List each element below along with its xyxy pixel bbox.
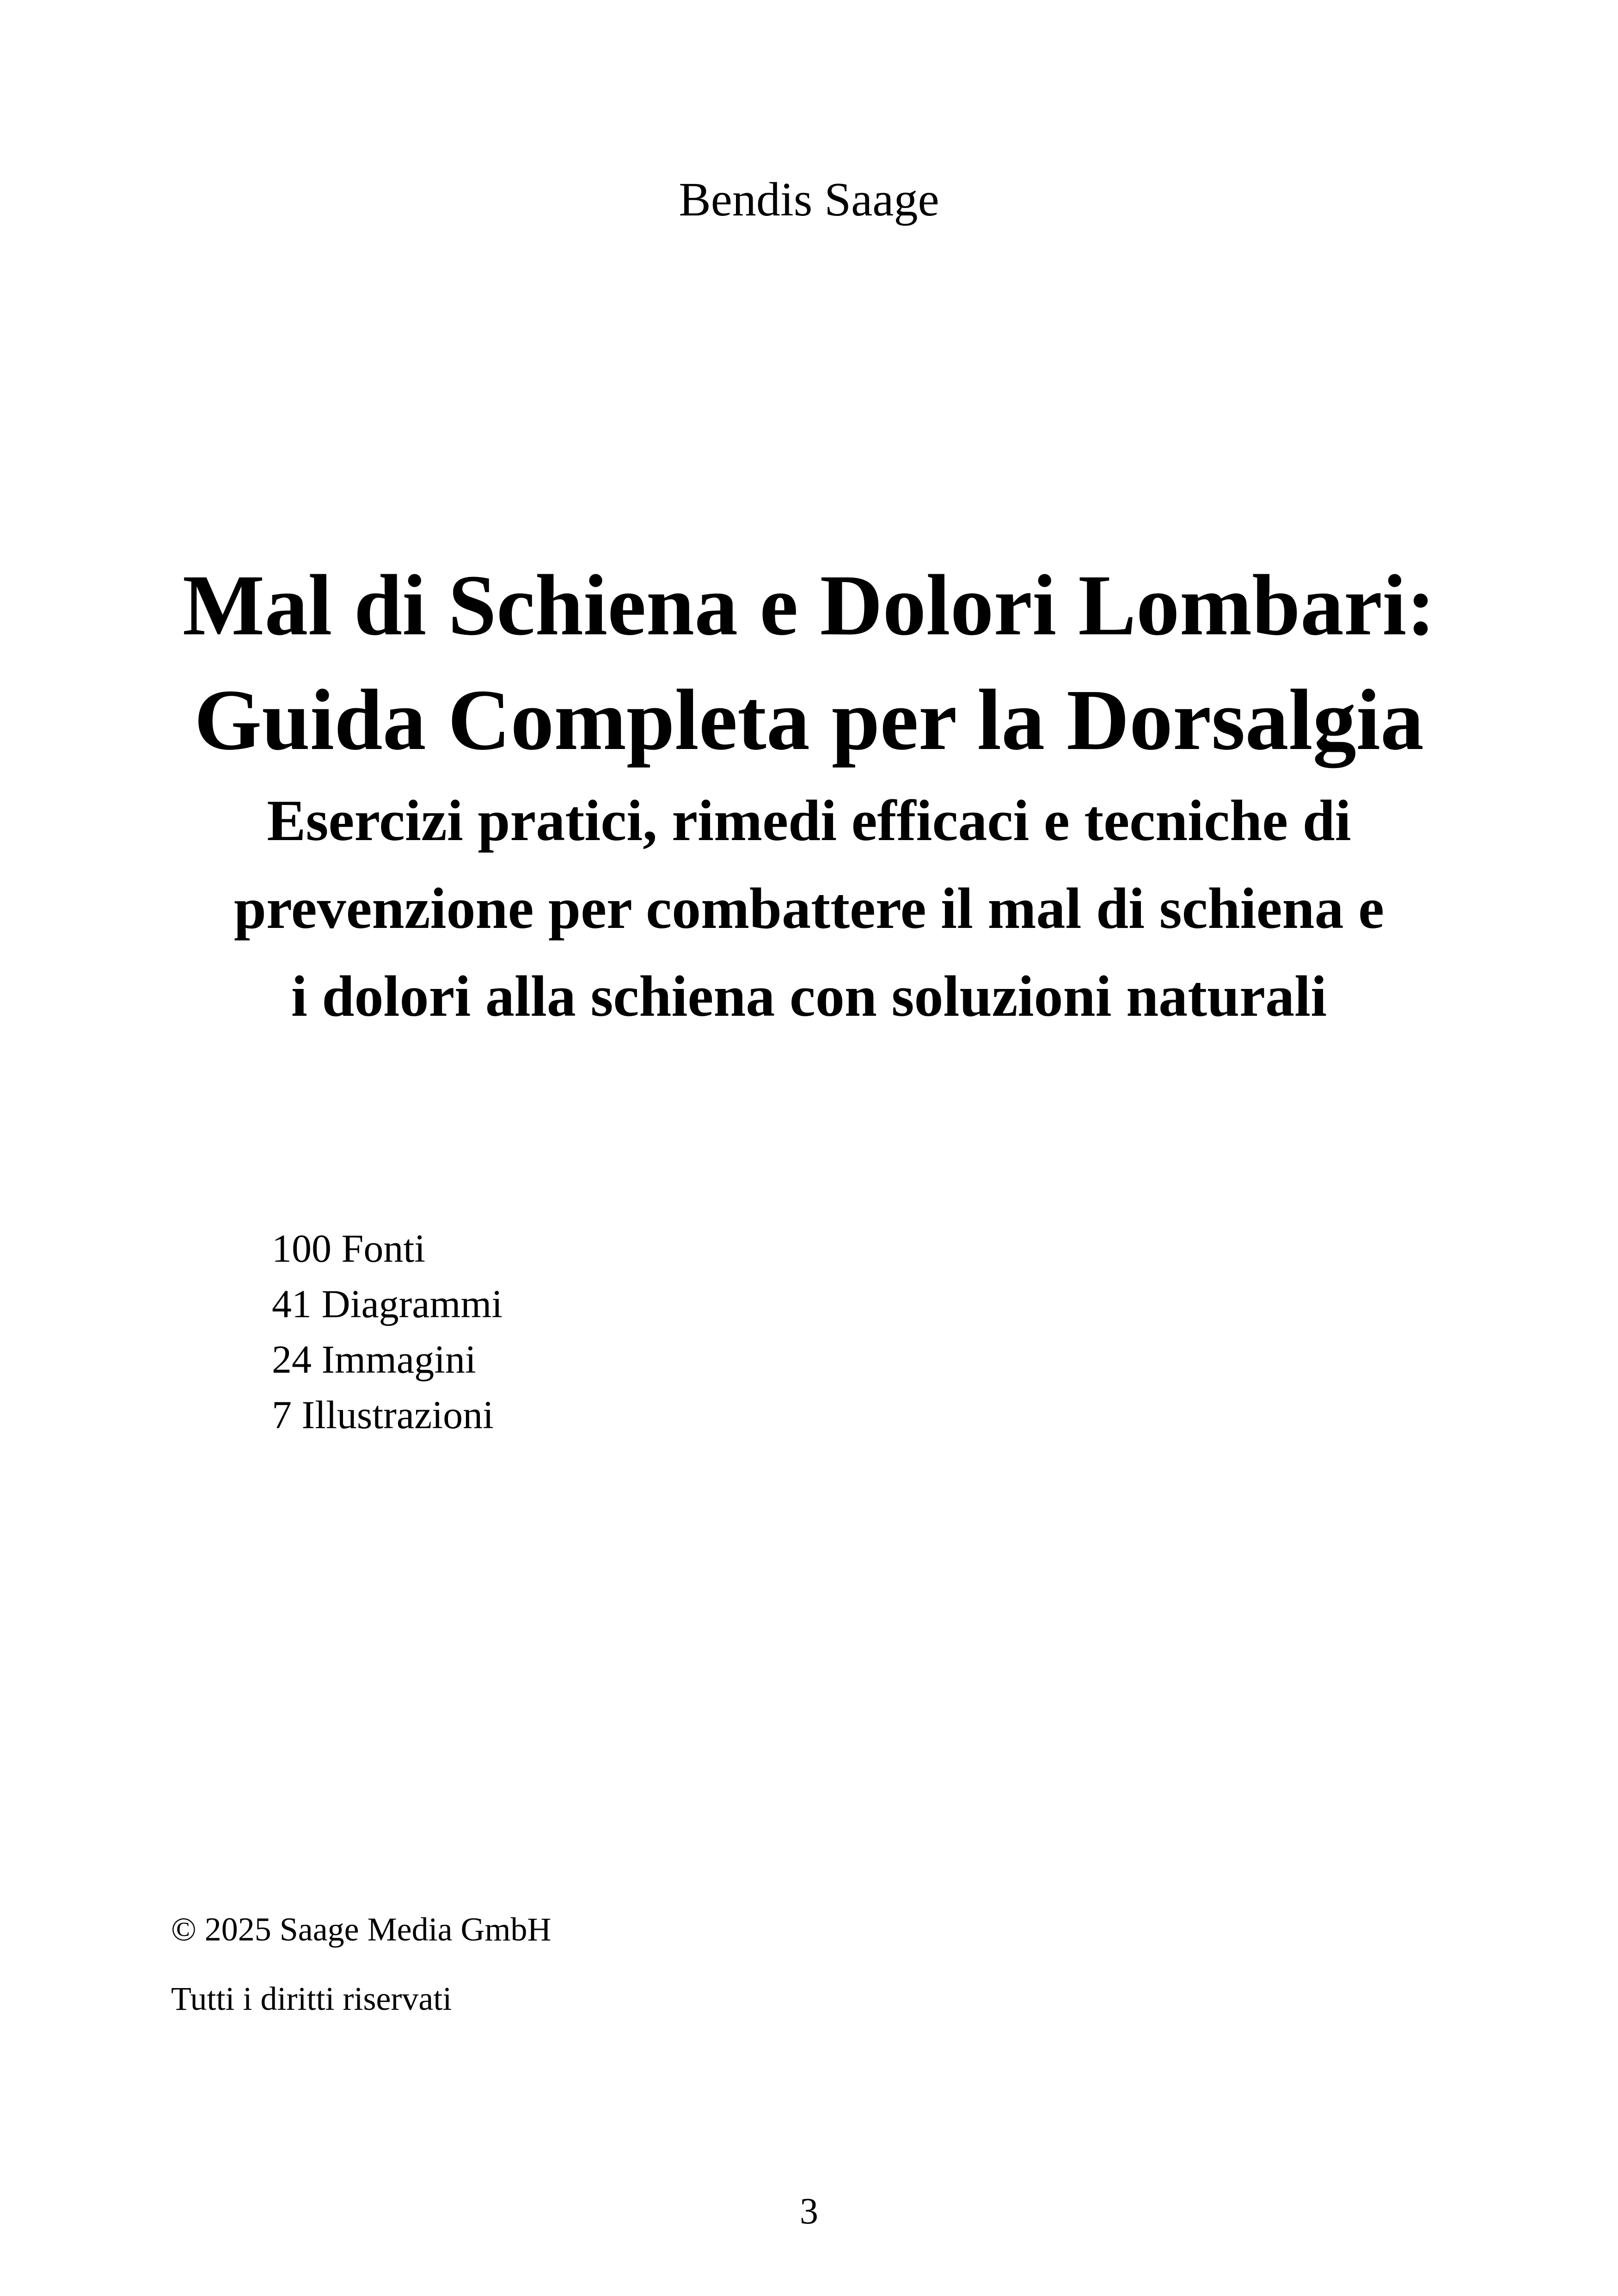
title-line-2: Guida Completa per la Dorsalgia (194, 671, 1424, 768)
subtitle-line-3: i dolori alla schiena con soluzioni naturali (291, 964, 1327, 1029)
author-name: Bendis Saage (679, 173, 939, 226)
stat-illustrations: 7 Illustrazioni (272, 1393, 494, 1437)
stat-diagrams: 41 Diagrammi (272, 1282, 503, 1326)
title-block (92, 548, 1526, 1041)
page-number: 3 (800, 2191, 818, 2232)
rights-notice: Tutti i diritti riservati (171, 1980, 452, 2017)
title-line-1: Mal di Schiena e Dolori Lombari: (182, 557, 1436, 653)
subtitle-line-2: prevenzione per combattere il mal di schiena e (233, 877, 1385, 941)
copyright-notice: © 2025 Saage Media GmbH (171, 1911, 552, 1948)
stat-sources: 100 Fonti (272, 1226, 426, 1271)
stat-images: 24 Immagini (272, 1337, 476, 1381)
subtitle-line-1: Esercizi pratici, rimedi efficaci e tecniche di (267, 789, 1351, 853)
content-stats-list (272, 1221, 503, 1443)
